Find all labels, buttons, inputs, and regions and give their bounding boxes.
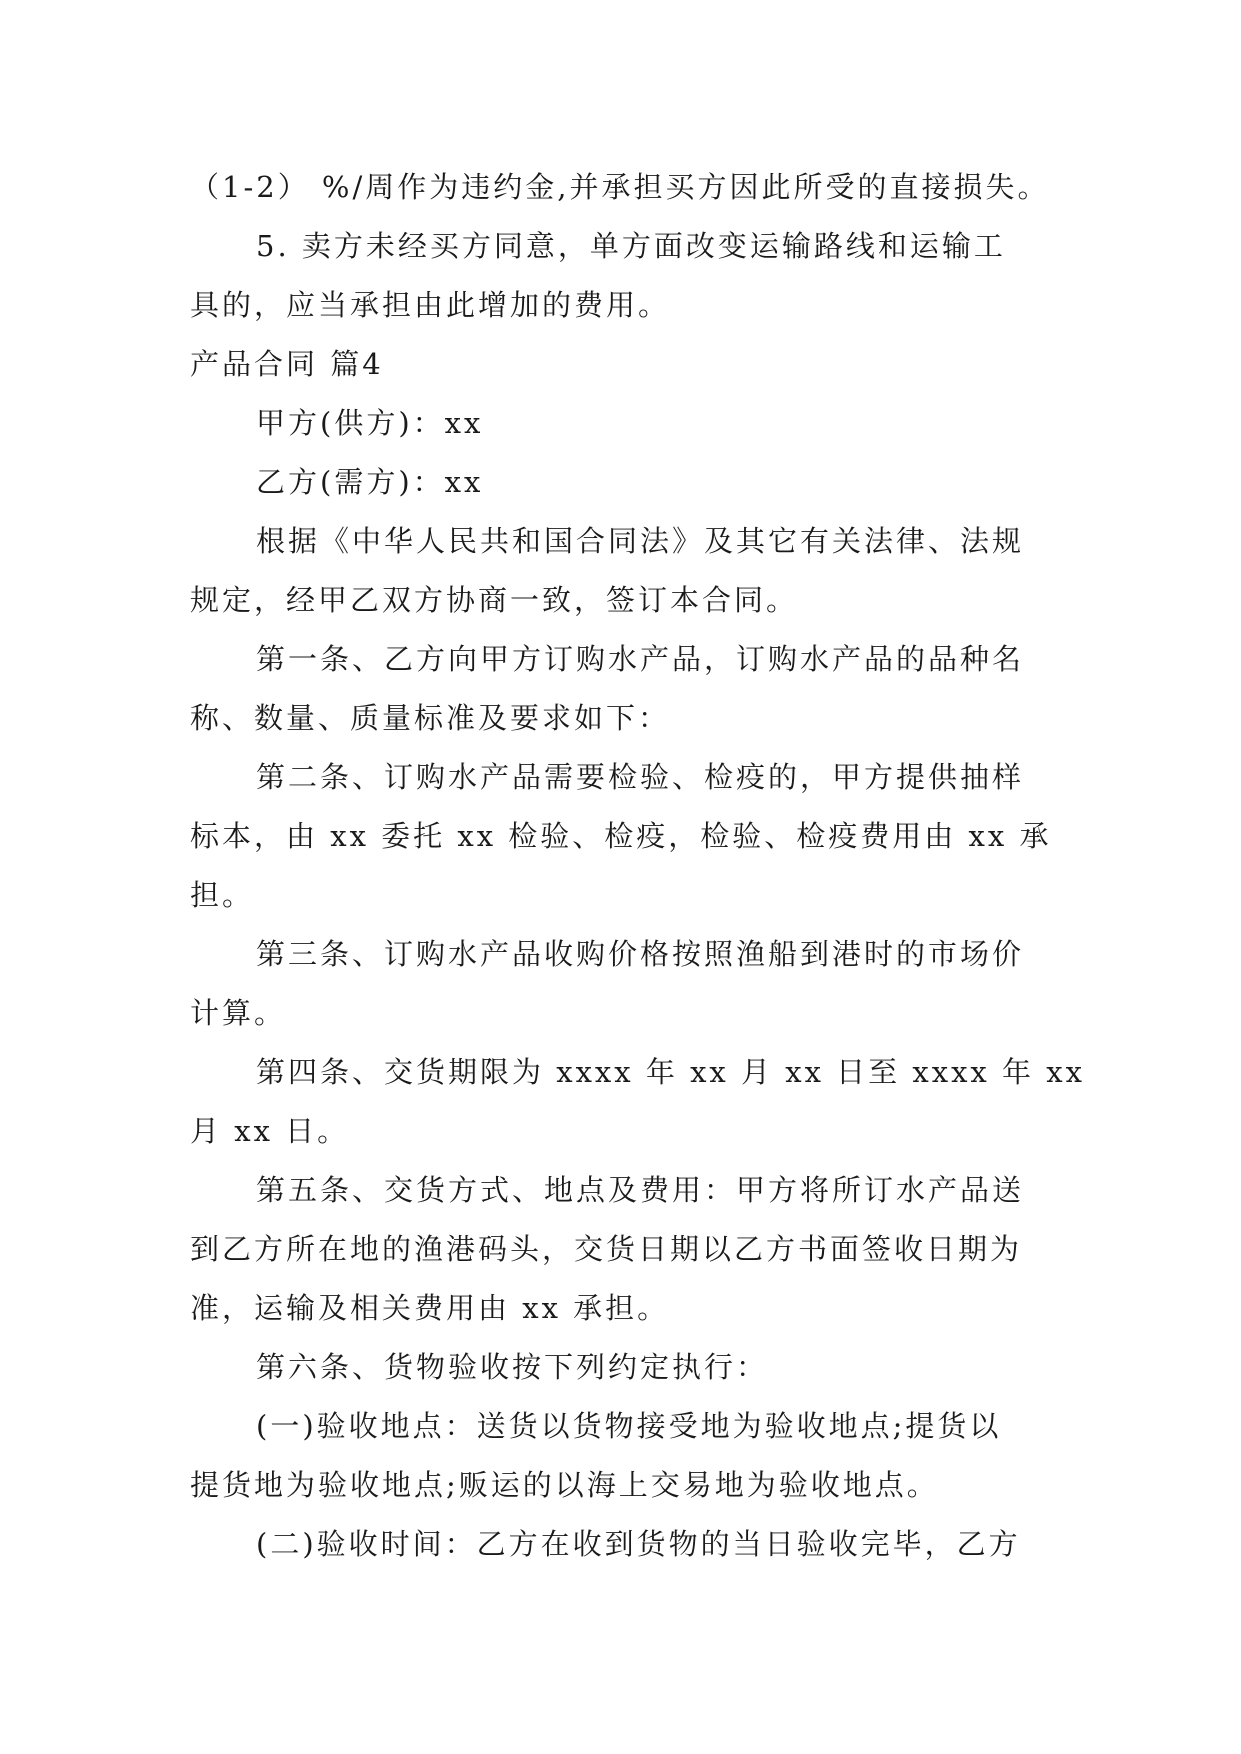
text-line: 根据《中华人民共和国合同法》及其它有关法律、法规 <box>256 524 1025 558</box>
text-line: (一)验收地点：送货以货物接受地为验收地点;提货以 <box>256 1409 1002 1443</box>
text-line: 提货地为验收地点;贩运的以海上交易地为验收地点。 <box>190 1468 939 1502</box>
text-line: （1-2） %/周作为违约金,并承担买方因此所受的直接损失。 <box>190 170 1050 204</box>
text-line: 第二条、订购水产品需要检验、检疫的，甲方提供抽样 <box>256 760 1025 794</box>
text-line: 担。 <box>190 878 255 912</box>
text-line: 第三条、订购水产品收购价格按照渔船到港时的市场价 <box>256 937 1025 971</box>
text-line: 甲方(供方)：xx <box>256 406 484 440</box>
text-line: 计算。 <box>190 996 287 1030</box>
text-line: 乙方(需方)：xx <box>256 465 484 499</box>
text-line: 称、数量、质量标准及要求如下： <box>190 701 671 735</box>
text-line: 标本，由 xx 委托 xx 检验、检疫，检验、检疫费用由 xx 承 <box>190 819 1052 853</box>
text-line: 第一条、乙方向甲方订购水产品，订购水产品的品种名 <box>256 642 1025 676</box>
text-line: 到乙方所在地的渔港码头，交货日期以乙方书面签收日期为 <box>190 1232 1023 1266</box>
text-line: 具的，应当承担由此增加的费用。 <box>190 288 671 322</box>
text-line: 月 xx 日。 <box>190 1114 350 1148</box>
text-line: (二)验收时间：乙方在收到货物的当日验收完毕，乙方 <box>256 1527 1021 1561</box>
text-line: 第四条、交货期限为 xxxx 年 xx 月 xx 日至 xxxx 年 xx <box>256 1055 1085 1089</box>
section-heading: 产品合同 篇4 <box>190 347 384 381</box>
text-line: 第五条、交货方式、地点及费用：甲方将所订水产品送 <box>256 1173 1025 1207</box>
text-line: 规定，经甲乙双方协商一致，签订本合同。 <box>190 583 799 617</box>
document-body <box>190 158 1085 1574</box>
text-line: 第六条、货物验收按下列约定执行： <box>256 1350 769 1384</box>
text-line: 准，运输及相关费用由 xx 承担。 <box>190 1291 670 1325</box>
text-line: 5. 卖方未经买方同意，单方面改变运输路线和运输工 <box>256 229 1006 263</box>
